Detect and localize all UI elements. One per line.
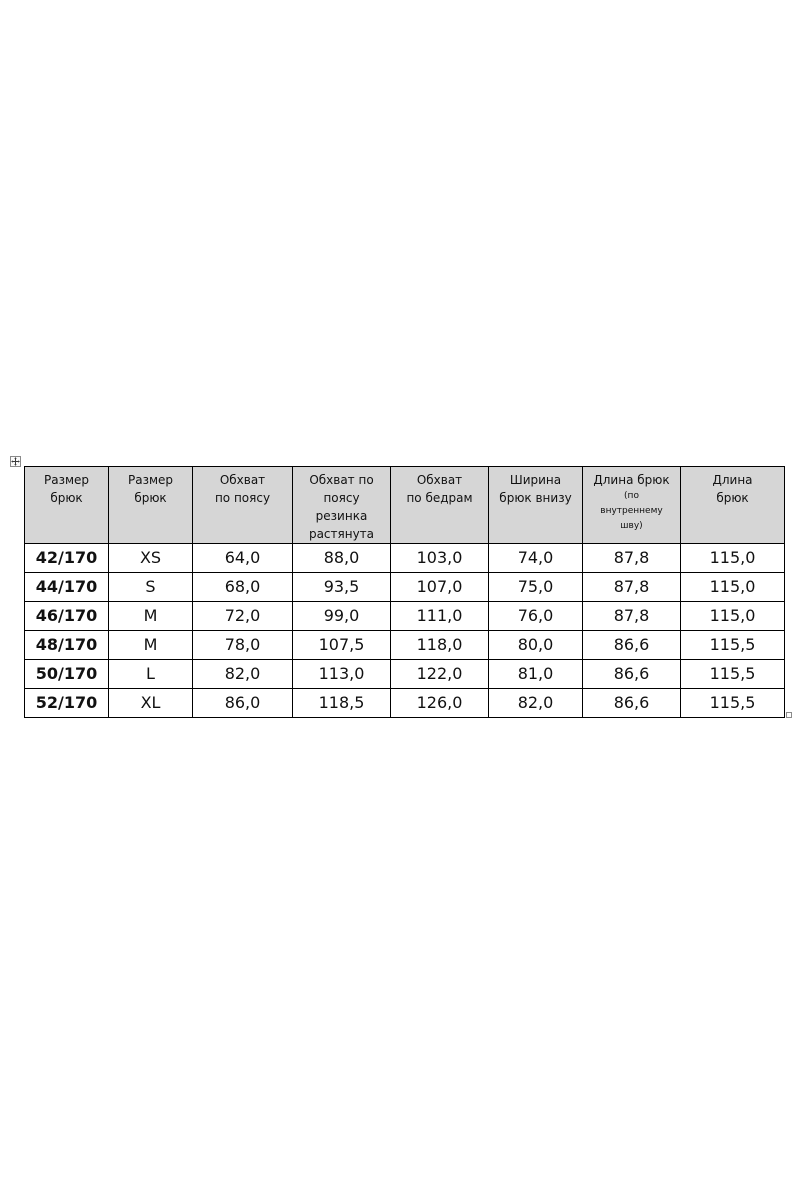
header-note-text: (по bbox=[624, 491, 639, 501]
size-code-cell: 50/170 bbox=[25, 660, 109, 689]
measurement-cell: 86,6 bbox=[583, 660, 681, 689]
header-cell bbox=[681, 467, 785, 544]
header-text: Длина брюк bbox=[593, 473, 670, 487]
measurement-cell: 78,0 bbox=[193, 631, 293, 660]
header-cell bbox=[193, 467, 293, 544]
header-text: по бедрам bbox=[406, 491, 473, 505]
measurement-cell: 93,5 bbox=[293, 573, 391, 602]
measurement-cell: 68,0 bbox=[193, 573, 293, 602]
header-text: Размер bbox=[43, 473, 90, 487]
measurement-cell: 115,5 bbox=[681, 631, 785, 660]
table-body bbox=[25, 544, 785, 718]
measurement-cell: 82,0 bbox=[489, 689, 583, 718]
header-cell bbox=[489, 467, 583, 544]
header-cell bbox=[293, 467, 391, 544]
size-letter-cell: M bbox=[109, 602, 193, 631]
header-text: поясу bbox=[323, 491, 360, 505]
table-header-row bbox=[25, 467, 785, 544]
table-row bbox=[25, 544, 785, 573]
size-code-cell: 48/170 bbox=[25, 631, 109, 660]
size-letter-cell: S bbox=[109, 573, 193, 602]
measurement-cell: 115,0 bbox=[681, 573, 785, 602]
measurement-cell: 80,0 bbox=[489, 631, 583, 660]
header-text: брюк внизу bbox=[499, 491, 572, 505]
header-cell bbox=[583, 467, 681, 544]
measurement-cell: 74,0 bbox=[489, 544, 583, 573]
table-row bbox=[25, 573, 785, 602]
measurement-cell: 86,6 bbox=[583, 631, 681, 660]
header-text: Обхват по bbox=[309, 473, 374, 487]
measurement-cell: 126,0 bbox=[391, 689, 489, 718]
measurement-cell: 118,0 bbox=[391, 631, 489, 660]
header-cell bbox=[109, 467, 193, 544]
measurement-cell: 122,0 bbox=[391, 660, 489, 689]
table-row bbox=[25, 689, 785, 718]
measurement-cell: 75,0 bbox=[489, 573, 583, 602]
header-text: брюк bbox=[50, 491, 83, 505]
measurement-cell: 111,0 bbox=[391, 602, 489, 631]
size-letter-cell: XL bbox=[109, 689, 193, 718]
size-code-cell: 44/170 bbox=[25, 573, 109, 602]
measurement-cell: 72,0 bbox=[193, 602, 293, 631]
measurement-cell: 103,0 bbox=[391, 544, 489, 573]
size-letter-cell: M bbox=[109, 631, 193, 660]
size-code-cell: 52/170 bbox=[25, 689, 109, 718]
measurement-cell: 113,0 bbox=[293, 660, 391, 689]
measurement-cell: 99,0 bbox=[293, 602, 391, 631]
header-text: резинка bbox=[315, 509, 368, 523]
measurement-cell: 87,8 bbox=[583, 544, 681, 573]
header-text: по поясу bbox=[214, 491, 271, 505]
measurement-cell: 115,0 bbox=[681, 544, 785, 573]
size-letter-cell: L bbox=[109, 660, 193, 689]
measurement-cell: 76,0 bbox=[489, 602, 583, 631]
header-note-text: внутреннему bbox=[600, 506, 663, 516]
measurement-cell: 115,5 bbox=[681, 660, 785, 689]
measurement-cell: 86,0 bbox=[193, 689, 293, 718]
measurement-cell: 107,0 bbox=[391, 573, 489, 602]
header-text: Длина bbox=[712, 473, 753, 487]
table-move-icon[interactable] bbox=[10, 456, 21, 467]
size-letter-cell: XS bbox=[109, 544, 193, 573]
table-row bbox=[25, 631, 785, 660]
measurement-cell: 118,5 bbox=[293, 689, 391, 718]
header-text: Размер bbox=[127, 473, 174, 487]
header-cell bbox=[25, 467, 109, 544]
size-code-cell: 46/170 bbox=[25, 602, 109, 631]
measurement-cell: 64,0 bbox=[193, 544, 293, 573]
header-text: Обхват bbox=[219, 473, 266, 487]
measurement-cell: 115,5 bbox=[681, 689, 785, 718]
measurement-cell: 115,0 bbox=[681, 602, 785, 631]
header-text: брюк bbox=[716, 491, 749, 505]
header-text: Обхват bbox=[416, 473, 463, 487]
header-text: Ширина bbox=[509, 473, 562, 487]
measurement-cell: 87,8 bbox=[583, 573, 681, 602]
measurement-cell: 81,0 bbox=[489, 660, 583, 689]
header-note-text: шву) bbox=[620, 521, 643, 531]
header-text: растянута bbox=[308, 527, 375, 541]
header-cell bbox=[391, 467, 489, 544]
table-row bbox=[25, 660, 785, 689]
measurement-cell: 107,5 bbox=[293, 631, 391, 660]
table-row bbox=[25, 602, 785, 631]
table-resize-icon[interactable] bbox=[786, 712, 792, 718]
size-chart-table bbox=[24, 466, 785, 718]
size-code-cell: 42/170 bbox=[25, 544, 109, 573]
measurement-cell: 86,6 bbox=[583, 689, 681, 718]
header-text: брюк bbox=[134, 491, 167, 505]
measurement-cell: 82,0 bbox=[193, 660, 293, 689]
measurement-cell: 88,0 bbox=[293, 544, 391, 573]
measurement-cell: 87,8 bbox=[583, 602, 681, 631]
